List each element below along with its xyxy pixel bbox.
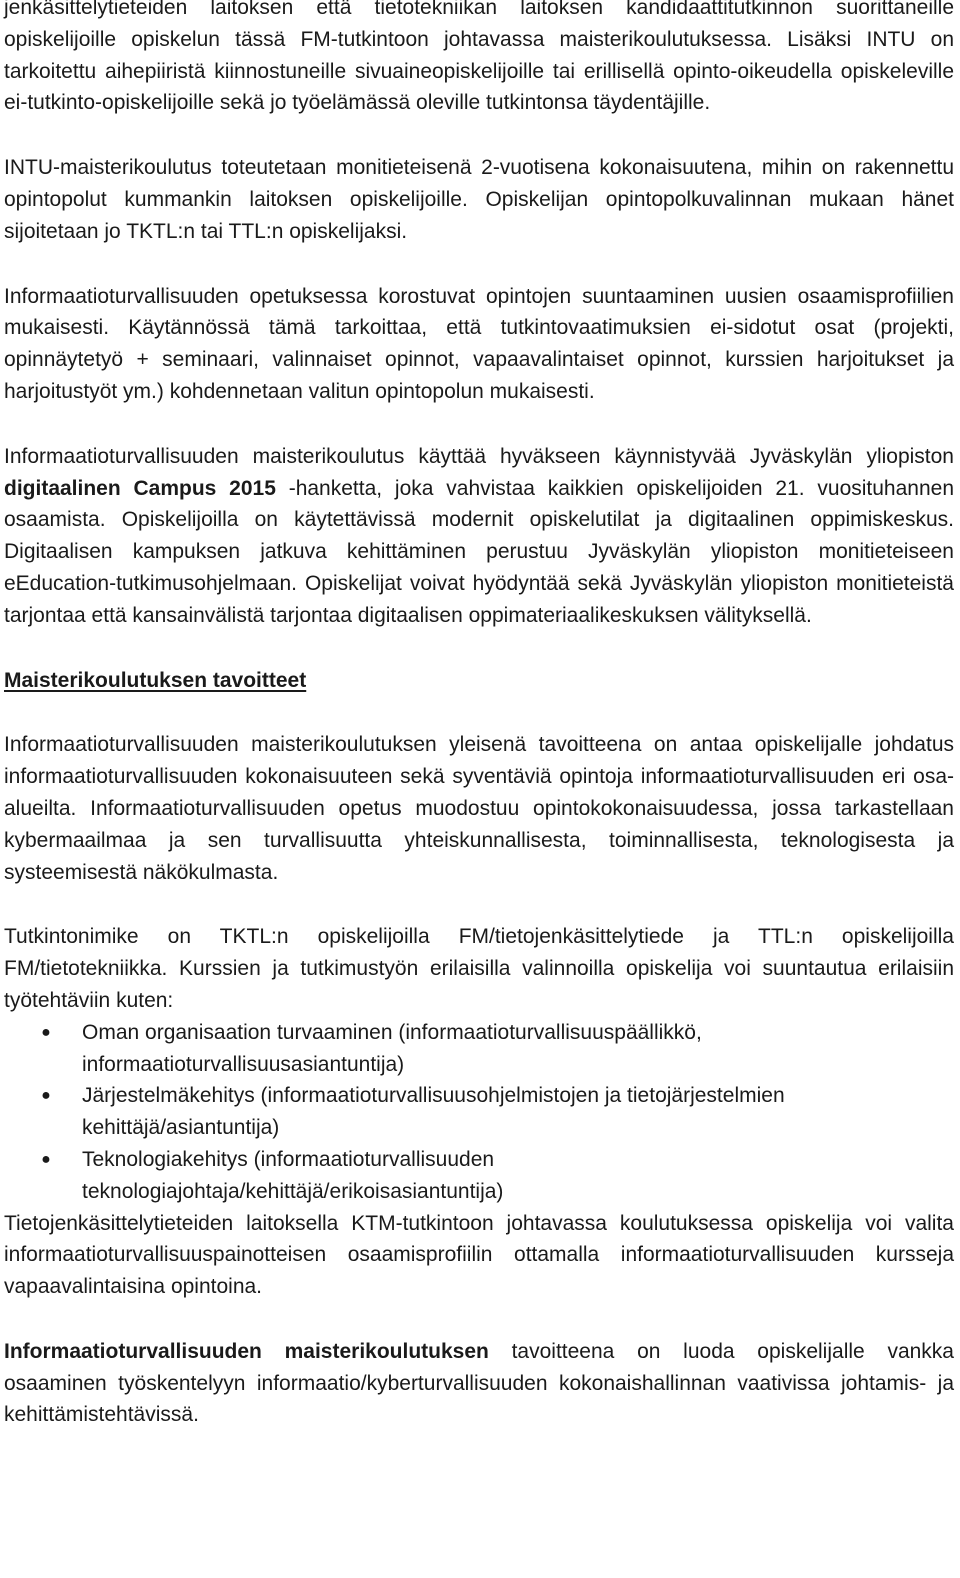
intro-paragraph-1: jenkäsittelytieteiden laitoksen että tietotekniikan laitoksen kandidaattitutkinnon suorittaneille opiskelijoille opiskelun tässä FM-tutkintoon johtavassa maisterikoulutuksessa. Lisäksi INTU on tarkoitettu aihepiiristä kiinnostuneille sivuaineopiskelijoille tai erillisellä opinto-oikeudella opiskeleville ei-tutkinto-opiskelijoille sekä jo työelämässä oleville tutkintonsa täydentäjille. (4, 0, 954, 115)
intro-paragraph-4-end: -hanketta, joka vahvistaa kaikkien opiskelijoiden 21. vuosituhannen osaamista. Opiskelijoilla on käytettävissä modernit opiskelutilat ja digitaalinen oppimiskeskus. Digitaalisen kampuksen jatkuva kehittäminen perustuu Jyväskylän yliopiston monitieteiseen eEducation-tutkimusohjelmaan. Opiskelijat voivat hyödyntää sekä Jyväskylän yliopiston monitieteistä tarjontaa että kansainvälistä tarjontaa digitaalisen oppimateriaalikeskuksen välityksellä. (4, 476, 955, 627)
bullet-icon: ● (41, 1150, 51, 1168)
document-page (4, 0, 954, 1431)
goals-paragraph-3: Tietojenkäsittelytieteiden laitoksella KTM-tutkintoon johtavassa koulutuksessa opiskelija voi valita informaatioturvallisuuspainotteisen osaamisprofiilin ottamalla informaatioturvallisuuden kursseja vapaavalintaisina opintoina. (4, 1211, 954, 1299)
goals-emphasis: Informaatioturvallisuuden maisterikoulutuksen (4, 1339, 489, 1363)
intro-paragraph-4 (4, 441, 954, 632)
intro-paragraph-2: INTU-maisterikoulutus toteutetaan monitieteisenä 2-vuotisena kokonaisuutena, mihin on rakennettu opintopolut kummankin laitoksen opiskelijoille. Opiskelijan opintopolkuvalinnan mukaan hänet sijoitetaan jo TKTL:n tai TTL:n opiskelijaksi. (4, 156, 954, 243)
list-item-text: Teknologiakehitys (informaatioturvallisuuden teknologiajohtaja/kehittäjä/erikoisasiantuntija) (82, 1147, 504, 1203)
list-item-text: Oman organisaation turvaaminen (informaatioturvallisuuspäällikkö, informaatioturvallisuusasiantuntija) (82, 1020, 702, 1076)
intro-paragraph-3: Informaatioturvallisuuden opetuksessa korostuvat opintojen suuntaaminen uusien osaamisprofiilien mukaisesti. Käytännössä tämä tarkoittaa, että tutkintovaatimuksien ei-sidotut osat (projekti, opinnäytetyö + seminaari, valinnaiset opinnot, vapaavalintaiset opinnot, kurssien harjoitukset ja harjoitustyöt ym.) kohdennetaan valitun opintopolun mukaisesti. (4, 284, 954, 403)
bullet-icon: ● (41, 1023, 51, 1041)
goals-paragraph-2: Tutkintonimike on TKTL:n opiskelijoilla FM/tietojenkäsittelytiede ja TTL:n opiskelijoilla FM/tietotekniikka. Kurssien ja tutkimustyön erilaisilla valinnoilla opiskelija voi suuntautua erilaisiin työtehtäviin kuten: (4, 925, 954, 1012)
list-item (4, 1144, 954, 1208)
list-item-text: Järjestelmäkehitys (informaatioturvallisuusohjelmistojen ja tietojärjestelmien kehittäjä/asiantuntija) (82, 1084, 785, 1140)
goals-paragraph-4-end: tavoitteena on luoda opiskelijalle vankka osaaminen työskentelyyn informaatio/kyberturvallisuuden kokonaishallinnan vaativissa johtamis- ja kehittämistehtävissä. (4, 1339, 954, 1427)
list-item (4, 1080, 954, 1144)
section-heading: Maisterikoulutuksen tavoitteet (4, 668, 307, 692)
list-item (4, 1017, 954, 1081)
bullet-icon: ● (41, 1087, 51, 1105)
goals-paragraph-4 (4, 1336, 954, 1431)
goals-paragraph-1: Informaatioturvallisuuden maisterikoulutuksen yleisenä tavoitteena on antaa opiskelijalle johdatus informaatioturvallisuuden kokonaisuuteen sekä syventäviä opintoja informaatioturvallisuuden eri osa-alueilta. Informaatioturvallisuuden opetus muodostuu opintokokonaisuudessa, jossa tarkastellaan kybermaailmaa ja sen turvallisuutta yhteiskunnallisesta, toiminnallisesta, teknologisesta ja systeemisestä näkökulmasta. (4, 733, 954, 884)
campus-project-name: digitaalinen Campus 2015 (4, 476, 276, 500)
job-roles-list (4, 1017, 954, 1208)
intro-paragraph-4-start: Informaatioturvallisuuden maisterikoulutus käyttää hyväkseen käynnistyvää Jyväskylän yliopiston (4, 444, 954, 468)
